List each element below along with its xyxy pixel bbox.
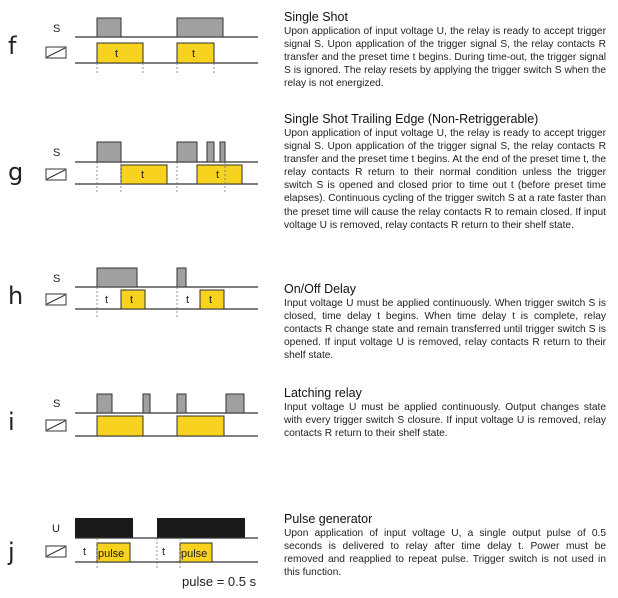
timing-diagram-i: [40, 388, 260, 448]
signal-label-s: S: [53, 147, 61, 159]
timing-diagram-h: [40, 264, 260, 324]
contact-symbol-icon: [46, 420, 66, 431]
function-title: Single Shot Trailing Edge (Non-Retriggerable): [284, 112, 539, 126]
function-description: Upon application of input voltage U, the relay is ready to accept trigger signal S. Upon application of the trigger signal S, the relay contacts R transfer and the preset time t begins. At the end of the preset time t, the relay contacts R return to their normal condition unless the trigger switch S is opened and closed prior to time out t (before preset time elapses). Continuous cycling of the trigger switch S at a rate faster than the preset time will cause the relay contacts R to remain closed. If input voltage U is removed, relay contacts R return to their shelf state.: [284, 128, 606, 231]
description-h: [284, 282, 606, 362]
time-label: t: [209, 294, 213, 306]
trigger-pulse: [177, 18, 223, 37]
time-label: t: [130, 294, 134, 306]
function-description: Input voltage U must be applied continuously. When trigger switch S is closed, time delay t begins. When time delay t is complete, relay contacts R change state and remain transferred until trigger switch S is opened. If input voltage U is removed, relay contacts R return to their shelf state.: [284, 298, 606, 362]
trigger-pulse: [226, 394, 244, 413]
timing-diagram-g: [40, 138, 260, 198]
time-label: t: [83, 546, 87, 558]
trigger-pulse: [177, 394, 186, 413]
description-j: [284, 512, 606, 579]
output-interval: [177, 43, 214, 63]
function-description: Upon application of input voltage U, a single output pulse of 0.5 seconds is delivered to relay after time delay t. Power must be removed and reapplied to repeat pulse. Trigger switch is not used in this function.: [284, 528, 606, 579]
signal-label-s: S: [53, 23, 61, 35]
trigger-pulse: [207, 142, 214, 162]
output-interval: [97, 416, 143, 436]
row-letter-j: j: [8, 538, 15, 566]
trigger-pulse: [177, 268, 186, 287]
pulse-label: pulse: [98, 548, 125, 560]
function-title: Latching relay: [284, 386, 362, 400]
contact-symbol-icon: [46, 546, 66, 557]
time-label: t: [105, 294, 109, 306]
description-i: [284, 386, 606, 440]
function-description: Upon application of input voltage U, the relay is ready to accept trigger signal S. Upon application of the trigger signal S, the relay contacts R transfer and the preset time t begins. During time-out, the trigger signal S is ignored. The relay resets by applying the trigger switch S when the relay is not energized.: [284, 26, 606, 90]
contact-symbol-icon: [46, 169, 66, 180]
time-label: t: [115, 48, 119, 60]
time-label: t: [141, 169, 145, 181]
signal-label-s: S: [53, 398, 61, 410]
time-label: t: [216, 169, 220, 181]
contact-symbol-icon: [46, 47, 66, 58]
timing-diagram-j: [40, 512, 260, 572]
power-interval: [75, 518, 133, 538]
description-g: [284, 112, 606, 232]
function-title: Single Shot: [284, 10, 348, 24]
trigger-pulse: [97, 268, 137, 287]
trigger-pulse: [97, 18, 121, 37]
signal-label-u: U: [52, 523, 60, 535]
trigger-pulse: [177, 142, 197, 162]
timing-diagram-f: [40, 10, 260, 80]
function-title: Pulse generator: [284, 512, 373, 526]
output-interval: [97, 43, 143, 63]
time-label: t: [162, 546, 166, 558]
contact-symbol-icon: [46, 294, 66, 305]
trigger-pulse: [97, 142, 121, 162]
function-description: Input voltage U must be applied continuously. Output changes state with every trigger switch S closure. If input voltage U is removed, relay contacts R return to their shelf state.: [284, 402, 606, 440]
signal-label-s: S: [53, 273, 61, 285]
trigger-pulse: [143, 394, 150, 413]
row-letter-i: i: [8, 408, 15, 436]
pulse-label: pulse: [181, 548, 208, 560]
row-letter-g: g: [8, 158, 24, 186]
row-letter-h: h: [8, 282, 24, 310]
time-label: t: [186, 294, 190, 306]
output-interval: [197, 165, 242, 184]
pulse-duration-note: pulse = 0.5 s: [182, 574, 257, 589]
time-label: t: [192, 48, 196, 60]
trigger-pulse: [220, 142, 225, 162]
row-letter-f: f: [8, 32, 17, 60]
function-title: On/Off Delay: [284, 282, 357, 296]
output-interval: [177, 416, 224, 436]
description-f: [284, 10, 606, 90]
trigger-pulse: [97, 394, 112, 413]
power-interval: [157, 518, 245, 538]
